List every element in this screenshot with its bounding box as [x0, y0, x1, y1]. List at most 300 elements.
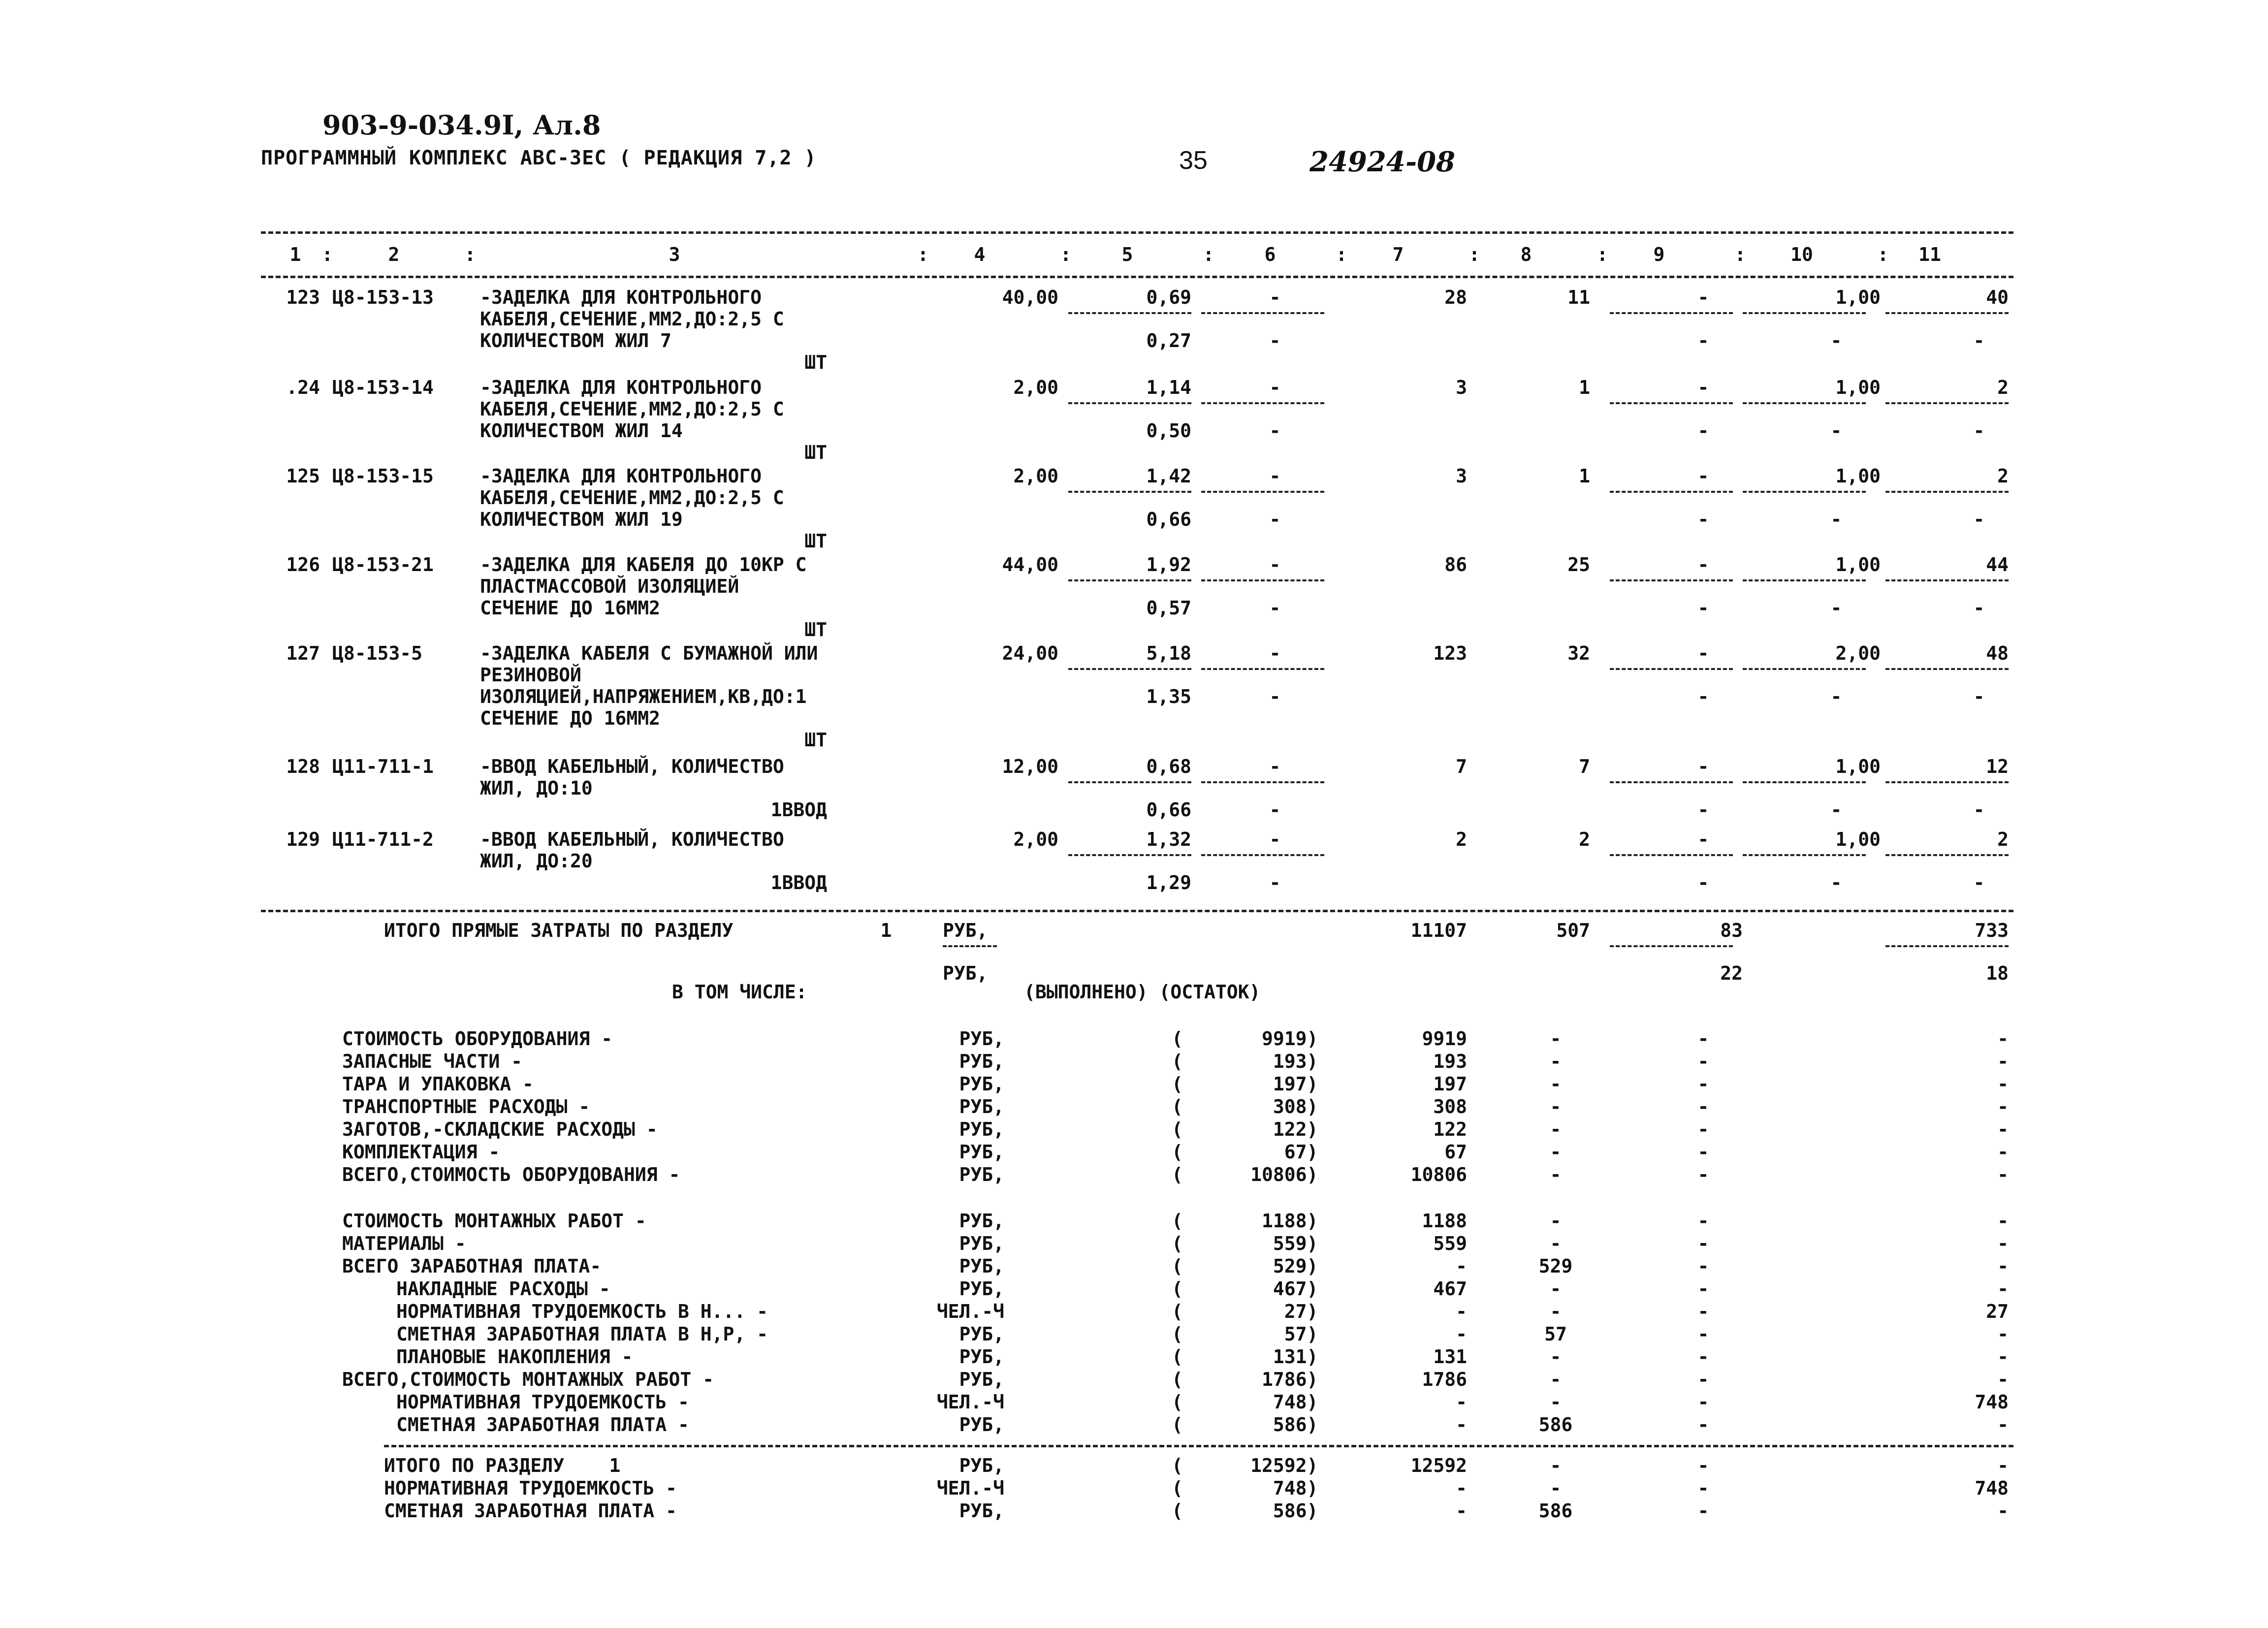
cell-col8: 11	[1567, 287, 1590, 308]
breakdown-col9: -	[1697, 1346, 1709, 1368]
breakdown-col9: -	[1697, 1301, 1709, 1322]
breakdown-unit: ЧЕЛ.-Ч	[936, 1301, 1004, 1322]
cell-col9-second: -	[1697, 799, 1709, 821]
row-description-line: КОЛИЧЕСТВОМ ЖИЛ 7	[480, 330, 671, 351]
breakdown-col9: -	[1697, 1164, 1709, 1185]
section-total-value: ( 748)	[1172, 1477, 1318, 1499]
row-description-line: ИЗОЛЯЦИЕЙ,НАПРЯЖЕНИЕМ,КВ,ДО:1	[480, 686, 807, 707]
cell-col11: 2	[1997, 377, 2009, 398]
breakdown-col7: 308	[1433, 1096, 1467, 1117]
cell-col10: 2,00	[1835, 642, 1881, 664]
breakdown-col9: -	[1697, 1096, 1709, 1117]
row-description-line: СЕЧЕНИЕ ДО 16ММ2	[480, 707, 661, 729]
row-description-line: ЖИЛ, ДО:10	[480, 777, 593, 799]
breakdown-unit: РУБ,	[959, 1141, 1004, 1163]
row-description-line: ПЛАСТМАССОВОЙ ИЗОЛЯЦИЕЙ	[480, 575, 739, 597]
breakdown-unit: РУБ,	[959, 1323, 1004, 1345]
cell-col5: 5,18	[1146, 642, 1191, 664]
breakdown-value: ( 467)	[1172, 1278, 1318, 1300]
cell-col6-second: -	[1269, 509, 1281, 530]
cell-col9: -	[1697, 829, 1709, 850]
row-description-line: КОЛИЧЕСТВОМ ЖИЛ 14	[480, 420, 683, 442]
section-total-value: ( 586)	[1172, 1500, 1318, 1522]
cell-col8: 7	[1579, 756, 1590, 777]
breakdown-label: ЗАПАСНЫЕ ЧАСТИ -	[342, 1051, 523, 1072]
breakdown-col9: -	[1697, 1323, 1709, 1345]
cell-col11-second: -	[1973, 799, 1985, 821]
row-description-line: -ЗАДЕЛКА КАБЕЛЯ С БУМАЖНОЙ ИЛИ	[480, 642, 818, 664]
breakdown-label: СТОИМОСТЬ МОНТАЖНЫХ РАБОТ -	[342, 1210, 646, 1232]
breakdown-col7: -	[1456, 1391, 1467, 1413]
cell-col5-second: 0,57	[1146, 597, 1191, 619]
breakdown-unit: РУБ,	[959, 1278, 1004, 1300]
cell-col11: 2	[1997, 465, 2009, 487]
section-total-col7: 12592	[1410, 1455, 1467, 1476]
direct-costs-unit: РУБ,	[943, 920, 988, 941]
row-description-line: ЖИЛ, ДО:20	[480, 850, 593, 872]
breakdown-value: ( 193)	[1172, 1051, 1318, 1072]
cell-col5: 1,92	[1146, 554, 1191, 575]
breakdown-col8: -	[1550, 1141, 1562, 1163]
breakdown-col9: -	[1697, 1028, 1709, 1050]
breakdown-col8: -	[1550, 1301, 1562, 1322]
breakdown-label: НАКЛАДНЫЕ РАСХОДЫ -	[396, 1278, 610, 1300]
sub-rule	[1610, 945, 1733, 947]
breakdown-value: ( 559)	[1172, 1233, 1318, 1254]
column-separator: :	[1203, 244, 1214, 265]
breakdown-unit: РУБ,	[959, 1210, 1004, 1232]
cell-col7: 123	[1433, 642, 1467, 664]
breakdown-label: СМЕТНАЯ ЗАРАБОТНАЯ ПЛАТА В Н,Р, -	[396, 1323, 768, 1345]
breakdown-col11: -	[1997, 1028, 2009, 1050]
cell-col4: 24,00	[1002, 642, 1058, 664]
cell-col5: 1,32	[1146, 829, 1191, 850]
breakdown-col9: -	[1697, 1073, 1709, 1095]
breakdown-col7: 131	[1433, 1346, 1467, 1368]
breakdown-col7: 9919	[1422, 1028, 1467, 1050]
breakdown-col9: -	[1697, 1141, 1709, 1163]
section-total-unit: РУБ,	[959, 1500, 1004, 1522]
row-code: Ц8-153-13	[332, 287, 434, 308]
direct-costs-col9: 83	[1720, 920, 1743, 941]
section-total-col9: -	[1697, 1455, 1709, 1476]
row-number: 128	[286, 756, 320, 777]
section-total-col7: -	[1456, 1477, 1467, 1499]
sub-rule	[1743, 668, 1866, 670]
breakdown-col8: -	[1550, 1346, 1562, 1368]
column-header: 10	[1790, 244, 1813, 265]
cell-col7: 3	[1456, 377, 1467, 398]
breakdown-col9: -	[1697, 1391, 1709, 1413]
cell-col10: 1,00	[1835, 377, 1881, 398]
column-separator: :	[464, 244, 476, 265]
breakdown-col8: -	[1550, 1233, 1562, 1254]
column-separator: :	[1597, 244, 1608, 265]
sub-rule	[1201, 579, 1324, 581]
row-description-line: КАБЕЛЯ,СЕЧЕНИЕ,ММ2,ДО:2,5 С	[480, 398, 784, 420]
breakdown-col11: -	[1997, 1073, 2009, 1095]
cell-col5-second: 1,35	[1146, 686, 1191, 707]
breakdown-value: ( 1188)	[1172, 1210, 1318, 1232]
breakdown-value: ( 748)	[1172, 1391, 1318, 1413]
breakdown-col8: -	[1550, 1210, 1562, 1232]
sub-rule	[1068, 579, 1191, 581]
sub-rule	[1743, 579, 1866, 581]
breakdown-label: НОРМАТИВНАЯ ТРУДОЕМКОСТЬ В Н... -	[396, 1301, 768, 1322]
breakdown-col8: -	[1550, 1096, 1562, 1117]
breakdown-unit: РУБ,	[959, 1369, 1004, 1390]
row-number: 123	[286, 287, 320, 308]
breakdown-col7: 1188	[1422, 1210, 1467, 1232]
table-top-rule	[261, 231, 2013, 234]
cell-col6: -	[1269, 287, 1281, 308]
section-total-col9: -	[1697, 1477, 1709, 1499]
breakdown-value: ( 9919)	[1172, 1028, 1318, 1050]
sub-rule	[1743, 312, 1866, 314]
row-code: Ц8-153-21	[332, 554, 434, 575]
sub-rule	[1743, 402, 1866, 404]
cell-col10-second: -	[1830, 872, 1842, 894]
document-id: 903-9-034.9I, Ал.8	[322, 109, 601, 141]
cell-col5: 1,42	[1146, 465, 1191, 487]
sub-rule	[1885, 945, 2009, 947]
section-total-value: ( 12592)	[1172, 1455, 1318, 1476]
sub-rule	[1201, 668, 1324, 670]
sub-rule	[1743, 491, 1866, 493]
breakdown-col9: -	[1697, 1233, 1709, 1254]
cell-col6-second: -	[1269, 597, 1281, 619]
section-total-unit: РУБ,	[959, 1455, 1004, 1476]
sub-rule	[1885, 854, 2009, 856]
row-description-line: КАБЕЛЯ,СЕЧЕНИЕ,ММ2,ДО:2,5 С	[480, 487, 784, 509]
cell-col11: 44	[1986, 554, 2009, 575]
column-separator: :	[1336, 244, 1347, 265]
column-header: 9	[1653, 244, 1665, 265]
breakdown-unit: ЧЕЛ.-Ч	[936, 1391, 1004, 1413]
breakdown-col7: 197	[1433, 1073, 1467, 1095]
column-header: 7	[1392, 244, 1404, 265]
cell-col11-second: -	[1973, 330, 1985, 351]
breakdown-col8: -	[1550, 1118, 1562, 1140]
cell-col4: 12,00	[1002, 756, 1058, 777]
cell-col6-second: -	[1269, 872, 1281, 894]
cell-col9: -	[1697, 377, 1709, 398]
breakdown-value: ( 529)	[1172, 1255, 1318, 1277]
sub-rule	[1885, 781, 2009, 783]
sub-rule	[1610, 402, 1733, 404]
column-header: 8	[1520, 244, 1532, 265]
breakdown-col11: -	[1997, 1233, 2009, 1254]
breakdown-col9: -	[1697, 1255, 1709, 1277]
section-total-label: СМЕТНАЯ ЗАРАБОТНАЯ ПЛАТА -	[384, 1500, 677, 1522]
sub-rule	[1743, 781, 1866, 783]
cell-col9: -	[1697, 642, 1709, 664]
row-code: Ц11-711-1	[332, 756, 434, 777]
breakdown-unit: РУБ,	[959, 1255, 1004, 1277]
cell-col9: -	[1697, 554, 1709, 575]
breakdown-col8: 57	[1544, 1323, 1567, 1345]
cell-col11-second: -	[1973, 597, 1985, 619]
row-description-line: -ЗАДЕЛКА ДЛЯ КОНТРОЛЬНОГО	[480, 377, 762, 398]
cell-col10: 1,00	[1835, 287, 1881, 308]
cell-col9: -	[1697, 756, 1709, 777]
cell-col11: 48	[1986, 642, 2009, 664]
breakdown-unit: РУБ,	[959, 1073, 1004, 1095]
breakdown-value: ( 10806)	[1172, 1164, 1318, 1185]
cell-col7: 2	[1456, 829, 1467, 850]
cell-col5-second: 1,29	[1146, 872, 1191, 894]
sub-rule	[1068, 854, 1191, 856]
cell-col8: 2	[1579, 829, 1590, 850]
sub-rule	[1610, 781, 1733, 783]
sub-rule	[1743, 854, 1866, 856]
breakdown-label: НОРМАТИВНАЯ ТРУДОЕМКОСТЬ -	[396, 1391, 689, 1413]
sub-rule	[1610, 668, 1733, 670]
row-unit: ШТ	[804, 351, 827, 373]
row-description-line: КАБЕЛЯ,СЕЧЕНИЕ,ММ2,ДО:2,5 С	[480, 308, 784, 330]
sub-rule	[1201, 491, 1324, 493]
cell-col4: 40,00	[1002, 287, 1058, 308]
column-separator: :	[917, 244, 929, 265]
section-total-label: НОРМАТИВНАЯ ТРУДОЕМКОСТЬ -	[384, 1477, 677, 1499]
breakdown-value: ( 197)	[1172, 1073, 1318, 1095]
breakdown-col8: -	[1550, 1391, 1562, 1413]
breakdown-value: ( 27)	[1172, 1301, 1318, 1322]
row-unit: 1ВВОД	[770, 872, 827, 894]
cell-col9-second: -	[1697, 509, 1709, 530]
breakdown-unit: РУБ,	[959, 1346, 1004, 1368]
cell-col6-second: -	[1269, 420, 1281, 442]
column-separator: :	[1734, 244, 1746, 265]
row-unit: ШТ	[804, 729, 827, 751]
breakdown-col9: -	[1697, 1051, 1709, 1072]
cell-col10-second: -	[1830, 597, 1842, 619]
breakdown-label: СМЕТНАЯ ЗАРАБОТНАЯ ПЛАТА -	[396, 1414, 689, 1436]
row-description-line: -ВВОД КАБЕЛЬНЫЙ, КОЛИЧЕСТВО	[480, 756, 784, 777]
breakdown-label: МАТЕРИАЛЫ -	[342, 1233, 466, 1254]
cell-col4: 2,00	[1013, 829, 1058, 850]
breakdown-label: ПЛАНОВЫЕ НАКОПЛЕНИЯ -	[396, 1346, 633, 1368]
cell-col11: 40	[1986, 287, 2009, 308]
sub-rule	[1885, 579, 2009, 581]
breakdown-col11: -	[1997, 1346, 2009, 1368]
cell-col5-second: 0,27	[1146, 330, 1191, 351]
section-total-col7: -	[1456, 1500, 1467, 1522]
row-description-line: КОЛИЧЕСТВОМ ЖИЛ 19	[480, 509, 683, 530]
cell-col6: -	[1269, 465, 1281, 487]
section-rule	[261, 910, 2013, 912]
cell-col6: -	[1269, 377, 1281, 398]
cell-col10-second: -	[1830, 686, 1842, 707]
breakdown-col9: -	[1697, 1278, 1709, 1300]
breakdown-col8: -	[1550, 1051, 1562, 1072]
direct-costs-col9-second: 22	[1720, 962, 1743, 984]
sub-rule	[1068, 781, 1191, 783]
column-header: 6	[1264, 244, 1276, 265]
breakdown-label: ТРАНСПОРТНЫЕ РАСХОДЫ -	[342, 1096, 590, 1117]
cell-col6-second: -	[1269, 686, 1281, 707]
page-number: 35	[1179, 146, 1208, 175]
cell-col9-second: -	[1697, 420, 1709, 442]
breakdown-col11: -	[1997, 1323, 2009, 1345]
row-description-line: -ВВОД КАБЕЛЬНЫЙ, КОЛИЧЕСТВО	[480, 829, 784, 850]
row-number: 129	[286, 829, 320, 850]
row-description-line: РЕЗИНОВОЙ	[480, 664, 581, 686]
section-total-label: ИТОГО ПО РАЗДЕЛУ 1	[384, 1455, 621, 1476]
breakdown-value: ( 586)	[1172, 1414, 1318, 1436]
breakdown-unit: РУБ,	[959, 1028, 1004, 1050]
cell-col10: 1,00	[1835, 756, 1881, 777]
sub-rule	[1610, 312, 1733, 314]
breakdown-col7: 122	[1433, 1118, 1467, 1140]
breakdown-label: СТОИМОСТЬ ОБОРУДОВАНИЯ -	[342, 1028, 613, 1050]
sub-rule	[1068, 312, 1191, 314]
direct-costs-col7: 11107	[1410, 920, 1467, 941]
sub-rule	[1885, 668, 2009, 670]
row-description-line: -ЗАДЕЛКА ДЛЯ КАБЕЛЯ ДО 10КР С	[480, 554, 807, 575]
breakdown-col11: 748	[1975, 1391, 2009, 1413]
row-number: .24	[286, 377, 320, 398]
unit-underline	[943, 945, 997, 947]
cell-col11-second: -	[1973, 420, 1985, 442]
final-total-rule	[384, 1445, 2013, 1447]
breakdown-label: ВСЕГО,СТОИМОСТЬ МОНТАЖНЫХ РАБОТ -	[342, 1369, 714, 1390]
cell-col10-second: -	[1830, 799, 1842, 821]
column-header: 2	[388, 244, 400, 265]
breakdown-unit: РУБ,	[959, 1051, 1004, 1072]
sub-rule	[1610, 579, 1733, 581]
breakdown-col11: -	[1997, 1369, 2009, 1390]
sub-rule	[1068, 402, 1191, 404]
cell-col5-second: 0,50	[1146, 420, 1191, 442]
sub-rule	[1885, 491, 2009, 493]
breakdown-col11: -	[1997, 1051, 2009, 1072]
cell-col8: 1	[1579, 465, 1590, 487]
breakdown-col8: 586	[1538, 1414, 1573, 1436]
direct-costs-unit-second: РУБ,	[943, 962, 988, 984]
breakdown-col11: -	[1997, 1210, 2009, 1232]
section-total-col11: -	[1997, 1500, 2009, 1522]
section-total-col8: 586	[1538, 1500, 1573, 1522]
cell-col4: 2,00	[1013, 377, 1058, 398]
cell-col8: 32	[1567, 642, 1590, 664]
cell-col9-second: -	[1697, 872, 1709, 894]
breakdown-label: ВСЕГО ЗАРАБОТНАЯ ПЛАТА-	[342, 1255, 602, 1277]
column-header: 5	[1121, 244, 1133, 265]
direct-costs-section: 1	[880, 920, 892, 941]
breakdown-col11: -	[1997, 1141, 2009, 1163]
row-number: 127	[286, 642, 320, 664]
cell-col11-second: -	[1973, 509, 1985, 530]
section-total-col8: -	[1550, 1455, 1562, 1476]
row-code: Ц8-153-14	[332, 377, 434, 398]
cell-col7: 7	[1456, 756, 1467, 777]
breakdown-col7: -	[1456, 1255, 1467, 1277]
breakdown-col11: -	[1997, 1164, 2009, 1185]
row-description-line: -ЗАДЕЛКА ДЛЯ КОНТРОЛЬНОГО	[480, 465, 762, 487]
breakdown-col7: 559	[1433, 1233, 1467, 1254]
cell-col5-second: 0,66	[1146, 799, 1191, 821]
header-bottom-rule	[261, 276, 2013, 278]
breakdown-col11: -	[1997, 1278, 2009, 1300]
breakdown-col8: -	[1550, 1278, 1562, 1300]
row-unit: 1ВВОД	[770, 799, 827, 821]
section-total-col11: -	[1997, 1455, 2009, 1476]
section-total-unit: ЧЕЛ.-Ч	[936, 1477, 1004, 1499]
cell-col10-second: -	[1830, 509, 1842, 530]
cell-col10-second: -	[1830, 330, 1842, 351]
sub-rule	[1885, 312, 2009, 314]
cell-col11: 12	[1986, 756, 2009, 777]
section-total-col11: 748	[1975, 1477, 2009, 1499]
breakdown-value: ( 57)	[1172, 1323, 1318, 1345]
handwritten-number: 24924-08	[1310, 146, 1455, 178]
cell-col10: 1,00	[1835, 465, 1881, 487]
breakdown-col7: -	[1456, 1323, 1467, 1345]
cell-col10-second: -	[1830, 420, 1842, 442]
breakdown-col7: 193	[1433, 1051, 1467, 1072]
row-description-line: СЕЧЕНИЕ ДО 16ММ2	[480, 597, 661, 619]
cell-col8: 25	[1567, 554, 1590, 575]
breakdown-col8: -	[1550, 1028, 1562, 1050]
row-number: 125	[286, 465, 320, 487]
breakdown-col11: 27	[1986, 1301, 2009, 1322]
breakdown-col9: -	[1697, 1210, 1709, 1232]
breakdown-unit: РУБ,	[959, 1414, 1004, 1436]
column-separator: :	[1060, 244, 1072, 265]
sub-rule	[1610, 854, 1733, 856]
sub-rule	[1885, 402, 2009, 404]
breakdown-col11: -	[1997, 1414, 2009, 1436]
sub-rule	[1201, 854, 1324, 856]
breakdown-label: ТАРА И УПАКОВКА -	[342, 1073, 534, 1095]
row-unit: ШТ	[804, 530, 827, 552]
cell-col7: 28	[1444, 287, 1467, 308]
breakdown-col11: -	[1997, 1255, 2009, 1277]
breakdown-value: ( 1786)	[1172, 1369, 1318, 1390]
cell-col6: -	[1269, 756, 1281, 777]
breakdown-col7: 10806	[1410, 1164, 1467, 1185]
direct-costs-col11-second: 18	[1986, 962, 2009, 984]
breakdown-col8: 529	[1538, 1255, 1573, 1277]
row-code: Ц8-153-5	[332, 642, 423, 664]
column-header: 3	[669, 244, 680, 265]
breakdown-col7: 1786	[1422, 1369, 1467, 1390]
breakdown-value: ( 122)	[1172, 1118, 1318, 1140]
row-code: Ц11-711-2	[332, 829, 434, 850]
cell-col4: 2,00	[1013, 465, 1058, 487]
in-number-label: В ТОМ ЧИСЛЕ:	[672, 981, 807, 1003]
sub-rule	[1201, 402, 1324, 404]
breakdown-col11: -	[1997, 1096, 2009, 1117]
cell-col11-second: -	[1973, 872, 1985, 894]
breakdown-label: ВСЕГО,СТОИМОСТЬ ОБОРУДОВАНИЯ -	[342, 1164, 680, 1185]
column-header: 1	[289, 244, 301, 265]
breakdown-unit: РУБ,	[959, 1233, 1004, 1254]
breakdown-value: ( 308)	[1172, 1096, 1318, 1117]
breakdown-col9: -	[1697, 1369, 1709, 1390]
breakdown-value: ( 67)	[1172, 1141, 1318, 1163]
breakdown-unit: РУБ,	[959, 1164, 1004, 1185]
breakdown-col7: -	[1456, 1414, 1467, 1436]
cell-col10: 1,00	[1835, 829, 1881, 850]
row-number: 126	[286, 554, 320, 575]
breakdown-col8: -	[1550, 1369, 1562, 1390]
breakdown-label: КОМПЛЕКТАЦИЯ -	[342, 1141, 500, 1163]
cell-col7: 3	[1456, 465, 1467, 487]
cell-col6: -	[1269, 642, 1281, 664]
sub-rule	[1610, 491, 1733, 493]
